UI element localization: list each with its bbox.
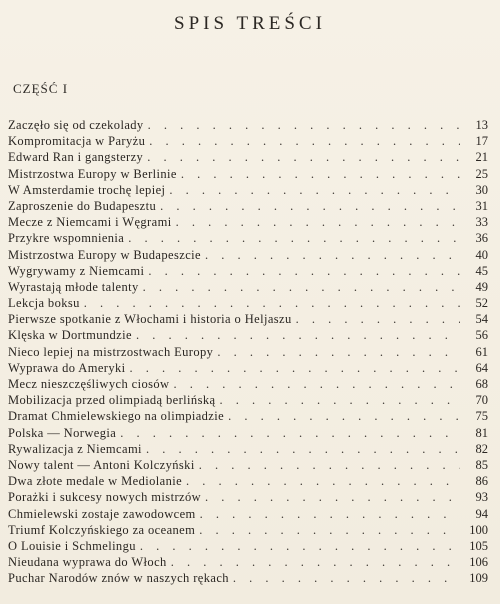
dot-leader [132, 327, 460, 343]
toc-entry-title: Wyrastają młode talenty [8, 279, 139, 294]
toc-entry-title: Mobilizacja przed olimpiadą berlińską [8, 393, 216, 408]
dot-leader [142, 441, 460, 457]
toc-entry [8, 263, 488, 279]
toc-entry [8, 538, 488, 554]
dot-leader [215, 392, 460, 408]
toc-entry [8, 117, 488, 133]
toc-entry-title: Mistrzostwa Europy w Budapeszcie [8, 247, 201, 262]
toc-entry [8, 214, 488, 230]
toc-entry-title: O Louisie i Schmelingu [8, 538, 136, 553]
dot-leader [124, 230, 460, 246]
page-title: SPIS TREŚCI [174, 13, 326, 34]
toc-entry-title: Mistrzostwa Europy w Berlinie [8, 166, 177, 181]
toc-entry-title: Mecz nieszczęśliwych ciosów [8, 377, 170, 391]
toc-entry-page-number: 105 [469, 538, 488, 553]
dot-leader [136, 538, 460, 554]
dot-leader [224, 408, 460, 424]
toc-entry [8, 247, 488, 263]
dot-leader [201, 489, 460, 505]
toc-entry-page-number: 52 [475, 296, 488, 311]
toc-entry-page-number: 100 [469, 522, 488, 537]
dot-leader [292, 311, 460, 327]
toc-entry [8, 441, 488, 457]
dot-leader [80, 295, 460, 311]
dot-leader [143, 149, 460, 165]
toc-entry [8, 376, 488, 392]
toc-entry-title: Polska — Norwegia [8, 425, 117, 440]
toc-entry-title: Nieudana wyprawa do Włoch [8, 555, 167, 570]
toc-entry [8, 457, 488, 473]
dot-leader [213, 344, 460, 360]
toc-entry-title: Puchar Narodów znów w naszych rękach [8, 571, 229, 586]
toc-entry-page-number: 109 [469, 571, 488, 586]
toc-entry-title: Dwa złote medale w Mediolanie [8, 474, 183, 489]
toc-entry-page-number: 17 [475, 134, 488, 149]
toc-entry-title: Nowy talent — Antoni Kolczyński [8, 457, 195, 472]
toc-entry-title: Rywalizacja z Niemcami [8, 441, 142, 456]
toc-entry [8, 554, 488, 570]
toc-entry-page-number: 45 [475, 263, 488, 278]
toc-entry-title: Pierwsze spotkanie z Włochami i historia o Heljaszu [8, 312, 292, 327]
toc-entry-page-number: 68 [475, 377, 488, 391]
toc-entry [8, 279, 488, 295]
dot-leader [201, 247, 460, 263]
toc-entry-page-number: 70 [475, 393, 488, 408]
toc-entry-page-number: 33 [475, 215, 488, 230]
toc-entry-title: W Amsterdamie trochę lepiej [8, 182, 166, 197]
toc-entry-page-number: 94 [475, 506, 488, 521]
toc-entry-title: Dramat Chmielewskiego na olimpiadzie [8, 409, 225, 424]
dot-leader [144, 263, 460, 279]
toc-entry-title: Mecze z Niemcami i Węgrami [8, 215, 172, 230]
toc-entry [8, 327, 488, 343]
toc-entry [8, 182, 488, 198]
toc-entry [8, 230, 488, 246]
toc-entry [8, 392, 488, 408]
toc-entry-title: Kompromitacja w Paryżu [8, 134, 146, 149]
dot-leader [169, 376, 460, 392]
dot-leader [229, 570, 460, 586]
dot-leader [195, 457, 460, 473]
toc-entry [8, 522, 488, 538]
dot-leader [145, 133, 460, 149]
toc-entry [8, 311, 488, 327]
dot-leader [139, 279, 460, 295]
dot-leader [144, 117, 460, 133]
toc-entry [8, 198, 488, 214]
dot-leader [156, 198, 460, 214]
dot-leader [116, 425, 460, 441]
toc-entry-page-number: 36 [475, 231, 488, 246]
toc-entry [8, 489, 488, 505]
toc-entry-title: Przykre wspomnienia [8, 231, 125, 246]
toc-entry-page-number: 40 [475, 247, 488, 262]
toc-entry-page-number: 13 [475, 118, 488, 132]
toc-entry-page-number: 106 [469, 555, 488, 570]
toc-entry [8, 473, 488, 489]
toc-entry-title: Wyprawa do Ameryki [8, 360, 126, 375]
part-label: CZĘŚĆ I [13, 81, 69, 96]
toc-entry-page-number: 61 [475, 344, 488, 359]
toc-entry-page-number: 49 [475, 279, 488, 294]
toc-entry-page-number: 25 [475, 166, 488, 181]
dot-leader [195, 522, 460, 538]
toc-entry-title: Triumf Kolczyńskiego za oceanem [8, 522, 196, 537]
toc-entry-page-number: 82 [475, 441, 488, 456]
dot-leader [196, 506, 460, 522]
dot-leader [165, 182, 460, 198]
toc-entry [8, 344, 488, 360]
toc-entry [8, 149, 488, 165]
toc-entry [8, 506, 488, 522]
toc-entry-page-number: 30 [475, 182, 488, 197]
dot-leader [126, 360, 460, 376]
dot-leader [177, 166, 460, 182]
toc-entry-page-number: 86 [475, 474, 488, 489]
toc-entry-title: Nieco lepiej na mistrzostwach Europy [8, 344, 214, 359]
toc-entry-title: Edward Ran i gangsterzy [8, 150, 144, 165]
toc-entry-page-number: 31 [475, 198, 488, 213]
toc-entry-page-number: 85 [475, 457, 488, 472]
toc-entry [8, 425, 488, 441]
toc-entry [8, 295, 488, 311]
toc-entry-title: Zaczęło się od czekolady [8, 118, 144, 132]
toc-entry-page-number: 54 [475, 312, 488, 327]
dot-leader [172, 214, 460, 230]
toc-entry-page-number: 64 [475, 360, 488, 375]
toc-entry [8, 570, 488, 586]
table-of-contents [8, 117, 488, 586]
toc-entry-page-number: 75 [475, 409, 488, 424]
toc-entry-page-number: 93 [475, 490, 488, 505]
toc-entry [8, 166, 488, 182]
toc-entry-page-number: 21 [475, 150, 488, 165]
toc-entry [8, 408, 488, 424]
toc-entry [8, 360, 488, 376]
toc-entry-title: Porażki i sukcesy nowych mistrzów [8, 490, 202, 505]
toc-entry-title: Lekcja boksu [8, 296, 80, 311]
toc-entry-page-number: 81 [475, 425, 488, 440]
dot-leader [182, 473, 460, 489]
toc-entry-title: Wygrywamy z Niemcami [8, 263, 145, 278]
dot-leader [167, 554, 460, 570]
toc-entry-page-number: 56 [475, 328, 488, 343]
toc-entry-title: Klęska w Dortmundzie [8, 328, 132, 343]
toc-entry [8, 133, 488, 149]
toc-entry-title: Zaproszenie do Budapesztu [8, 198, 157, 213]
toc-entry-title: Chmielewski zostaje zawodowcem [8, 506, 196, 521]
